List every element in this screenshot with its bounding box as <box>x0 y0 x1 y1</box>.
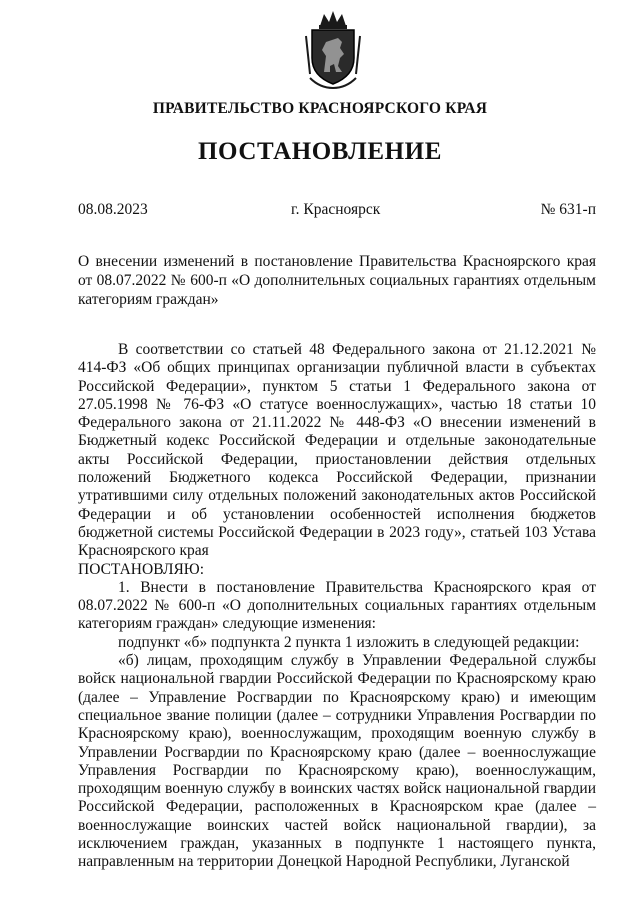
document-city: г. Красноярск <box>291 201 381 218</box>
document-subject: О внесении изменений в постановление Правительства Красноярского края от 08.07.2022 № 600-п «О дополнительных социальных гарантиях отдельным категориям граждан» <box>78 253 596 308</box>
document-date: 08.08.2023 <box>78 201 148 218</box>
item-1-paragraph: 1. Внести в постановление Правительства Красноярского края от 08.07.2022 № 600-п «О дополнительных социальных гарантиях отдельным категориям граждан» следующие изменения: <box>78 578 596 633</box>
document-number: № 631-п <box>540 201 596 218</box>
resolve-heading: ПОСТАНОВЛЯЮ: <box>78 560 205 578</box>
subitem-paragraph: подпункт «б» подпункта 2 пункта 1 изложить в следующей редакции: <box>118 633 580 651</box>
document-body <box>78 341 596 872</box>
document-meta-row <box>78 201 596 221</box>
government-title: ПРАВИТЕЛЬСТВО КРАСНОЯРСКОГО КРАЯ <box>152 100 488 117</box>
krasnoyarsk-coat-of-arms-icon <box>300 8 366 90</box>
document-type-title: ПОСТАНОВЛЕНИЕ <box>197 138 443 165</box>
preamble-paragraph: В соответствии со статьей 48 Федерального закона от 21.12.2021 № 414-ФЗ «Об общих принципах организации публичной власти в субъектах Российской Федерации», пунктом 5 статьи 1 Федерального закона от 27.05.1998 № 76-ФЗ «О статусе военнослужащих», частью 18 статьи 10 Федерального закона от 21.11.2022 № 448-ФЗ «О внесении изменений в Бюджетный кодекс Российской Федерации и отдельные законодательные акты Российской Федерации, приостановлении действия отдельных положений Бюджетного кодекса Российской Федерации, признании утратившими силу отдельных положений законодательных актов Российской Федерации и об установлении особенностей исполнения бюджетов бюджетной системы Российской Федерации в 2023 году», статьей 103 Устава Красноярского края <box>78 341 596 560</box>
new-text-paragraph: «б) лицам, проходящим службу в Управлении Федеральной службы войск национальной гвардии Российской Федерации по Красноярскому краю (далее – Управление Росгвардии по Красноярскому краю) и имеющим специальное звание полиции (далее – сотрудники Управления Росгвардии по Красноярскому краю), военнослужащим, проходящим военную службу в Управлении Росгвардии по Красноярскому краю (далее – военнослужащие Управления Росгвардии по Красноярскому краю), военнослужащим, проходящим военную службу в воинских частях войск национальной гвардии Российской Федерации, расположенных в Красноярском крае (далее – военнослужащие воинских частей войск национальной гвардии), за исключением граждан, указанных в подпункте 1 настоящего пункта, направленным на территории Донецкой Народной Республики, Луганской <box>78 652 596 871</box>
